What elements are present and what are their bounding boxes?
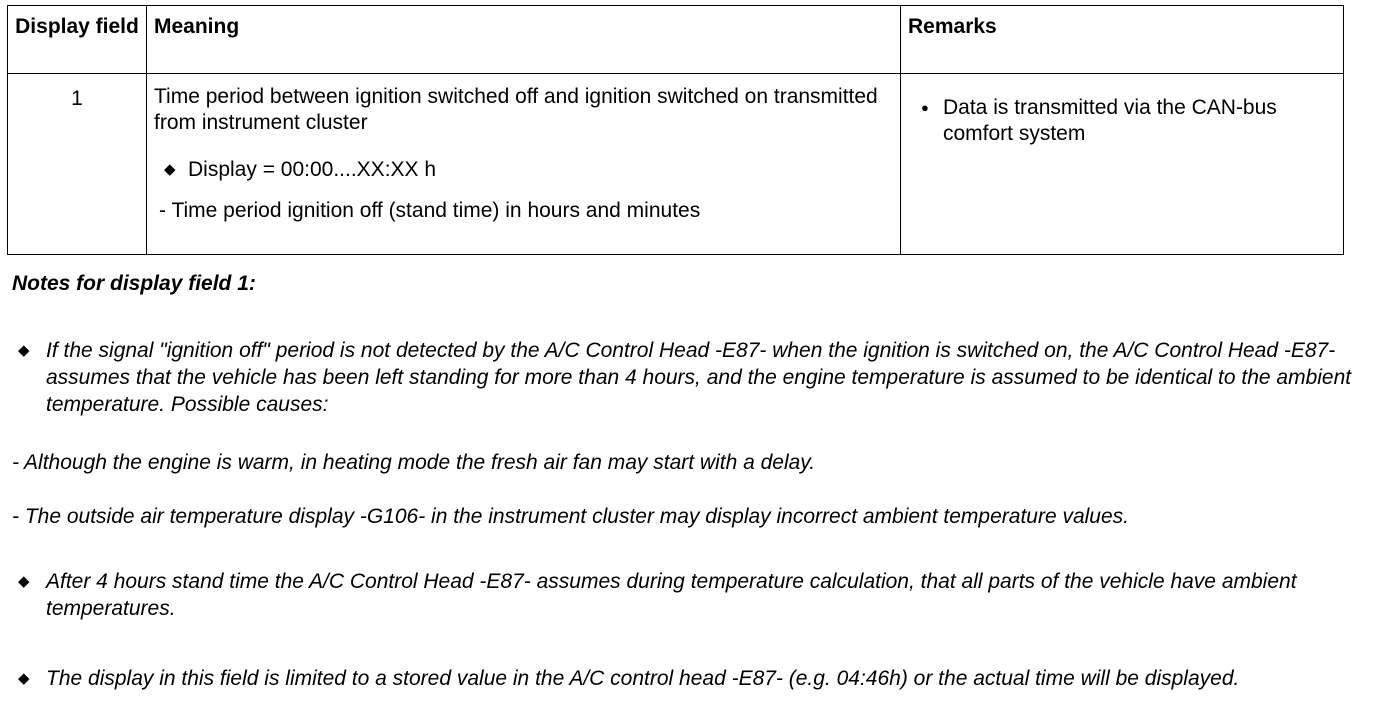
display-field-table bbox=[7, 5, 1344, 255]
note-cause-fan-delay: - Although the engine is warm, in heating mode the fresh air fan may start with a delay. bbox=[12, 451, 816, 474]
note-text: The display in this field is limited to a stored value in the A/C control head -E87- (e.g. 04:46h) or the actual time will be displayed. bbox=[46, 667, 1240, 690]
meaning-text: Time period between ignition switched off and ignition switched on transmitted from instrument cluster bbox=[154, 85, 878, 134]
diamond-bullet-icon: ◆ bbox=[18, 342, 30, 359]
header-display-field: Display field bbox=[8, 6, 147, 74]
display-range-text: Display = 00:00....XX:XX h bbox=[188, 158, 437, 181]
display-range-item bbox=[154, 157, 893, 183]
display-field-number: 1 bbox=[8, 74, 147, 255]
header-remarks: Remarks bbox=[901, 6, 1344, 74]
note-item-stand-time bbox=[12, 568, 1352, 622]
dot-bullet-icon: ● bbox=[921, 100, 929, 115]
note-cause-temperature-display: - The outside air temperature display -G106- in the instrument cluster may display incorrect ambient temperature values. bbox=[12, 505, 1129, 528]
diamond-bullet-icon: ◆ bbox=[18, 670, 30, 687]
note-text: If the signal "ignition off" period is not detected by the A/C Control Head -E87- when the ignition is switched on, the A/C Control Head -E87- assumes that the vehicle has been left standing for more than 4 hours, and the engine temperature is assumed to be identical to the ambient temperature. Possible causes: bbox=[46, 339, 1352, 416]
remarks-cell bbox=[901, 74, 1344, 255]
note-text: After 4 hours stand time the A/C Control Head -E87- assumes during temperature calculation, that all parts of the vehicle have ambient temperatures. bbox=[46, 570, 1297, 620]
remark-item bbox=[921, 95, 1336, 147]
table-row bbox=[8, 74, 1344, 255]
table-header-row bbox=[8, 6, 1344, 74]
meaning-cell bbox=[147, 74, 901, 255]
header-meaning: Meaning bbox=[147, 6, 901, 74]
remark-text: Data is transmitted via the CAN-bus comfort system bbox=[943, 96, 1277, 145]
stand-time-description: - Time period ignition off (stand time) in hours and minutes bbox=[159, 199, 701, 222]
note-item-signal bbox=[12, 337, 1352, 418]
note-item-display-limit bbox=[12, 665, 1352, 692]
notes-title: Notes for display field 1: bbox=[12, 272, 256, 295]
diamond-bullet-icon: ◆ bbox=[18, 573, 30, 590]
diamond-bullet-icon: ◆ bbox=[164, 161, 176, 178]
